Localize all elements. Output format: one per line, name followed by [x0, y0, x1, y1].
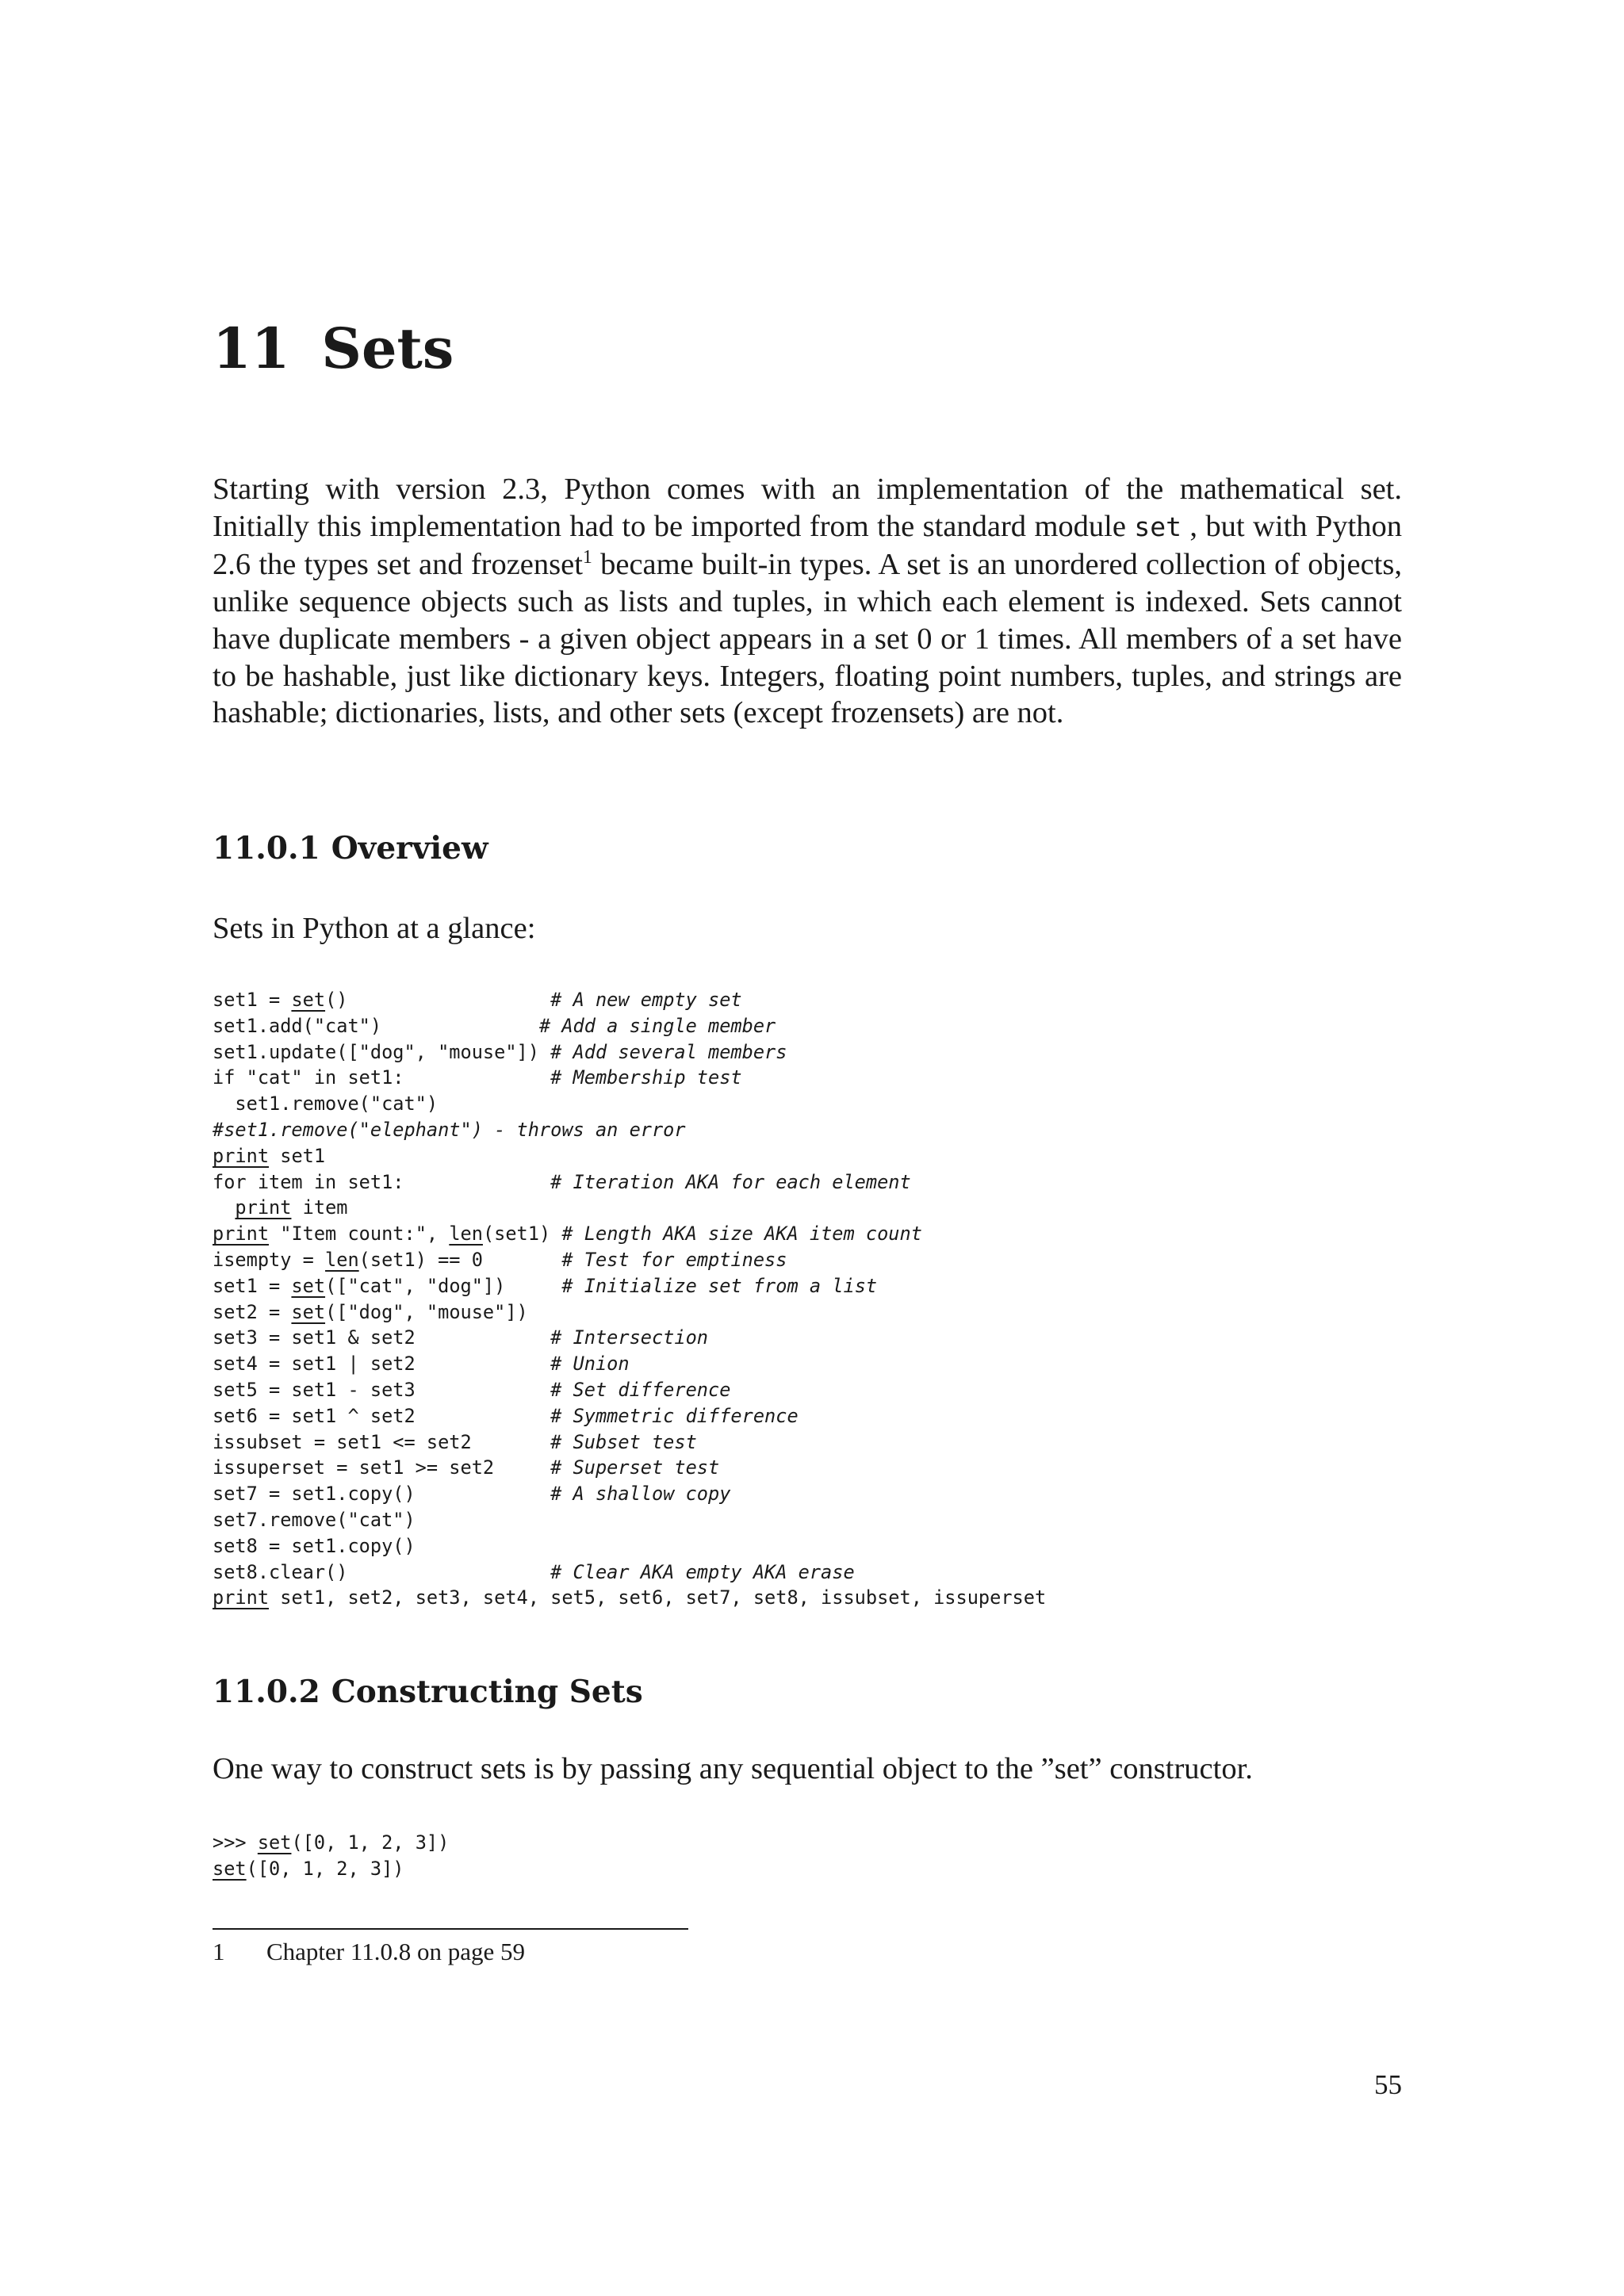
- code-text: set1, set2, set3, set4, set5, set6, set7, set8, issubset, issuperset: [269, 1586, 1047, 1609]
- code-text: set1.remove("cat"): [213, 1093, 439, 1115]
- code-comment: # Add a single member: [538, 1014, 776, 1037]
- code-text: set5 = set1 - set3: [213, 1378, 551, 1401]
- code-line: [213, 987, 1046, 1013]
- page-number: 55: [1374, 2069, 1402, 2100]
- code-text: >>>: [213, 1831, 258, 1854]
- code-text: (["cat", "dog"]): [325, 1274, 562, 1297]
- code-keyword: print: [213, 1223, 270, 1246]
- code-comment: # Union: [550, 1353, 630, 1376]
- code-text: set8 = set1.copy(): [213, 1534, 416, 1557]
- code-line: [213, 1856, 449, 1882]
- code-keyword: print: [213, 1586, 270, 1609]
- code-line: [213, 1559, 1046, 1586]
- code-line: [213, 1143, 1046, 1169]
- code-comment: # Membership test: [550, 1066, 742, 1089]
- code-text: set7.remove("cat"): [213, 1508, 416, 1531]
- intro-text-1: Starting with version 2.3, Python comes with an implementation of the mathematical set. Initially this implementation had to be imported from the standard module: [213, 473, 1402, 543]
- code-keyword: set: [291, 1300, 326, 1323]
- intro-paragraph: [213, 471, 1402, 732]
- code-text: set2 =: [213, 1300, 292, 1323]
- code-line: [213, 1039, 1046, 1066]
- code-line: [213, 1169, 1046, 1196]
- code-keyword: print: [235, 1196, 292, 1219]
- code-comment: # Intersection: [550, 1326, 709, 1349]
- code-comment: # Superset test: [550, 1456, 720, 1479]
- code-line: [213, 1351, 1046, 1377]
- code-text: if "cat" in set1:: [213, 1066, 551, 1089]
- code-line: [213, 1481, 1046, 1507]
- code-text: isempty =: [213, 1248, 326, 1271]
- code-comment: # Add several members: [550, 1040, 787, 1063]
- code-line: [213, 1195, 1046, 1221]
- code-comment: #set1.remove("elephant") - throws an error: [213, 1118, 686, 1141]
- code-text: (set1) == 0: [358, 1248, 562, 1271]
- intro-text-2: , but with Python 2.6 the types set and frozenset: [213, 509, 1402, 581]
- chapter-number: 11: [213, 316, 290, 381]
- code-keyword: len: [449, 1223, 483, 1246]
- code-line: [213, 1507, 1046, 1533]
- code-line: [213, 1117, 1046, 1143]
- code-text: set1: [269, 1144, 326, 1167]
- code-block-overview: [213, 987, 1046, 1611]
- code-text: [213, 1196, 235, 1219]
- code-line: [213, 1429, 1046, 1456]
- code-text: issubset = set1 <= set2: [213, 1430, 551, 1453]
- code-line: [213, 1403, 1046, 1429]
- code-line: [213, 1377, 1046, 1403]
- code-line: [213, 1013, 1046, 1039]
- code-text: set6 = set1 ^ set2: [213, 1404, 551, 1427]
- code-text: set8.clear(): [213, 1560, 551, 1583]
- code-text: issuperset = set1 >= set2: [213, 1456, 551, 1479]
- section-title: Overview: [331, 830, 488, 867]
- intro-text-3: became built-in types. A set is an unordered collection of objects, unlike sequence objects such as lists and tuples, in which each element is indexed. Sets cannot have duplicate members - a given object appears in a set 0 or 1 times. All members of a set have to be hashable, just like dictionary keys. Integers, floating point numbers, tuples, and strings are hashable; dictionaries, lists, and other sets (except frozensets) are not.: [213, 547, 1402, 730]
- code-text: (["dog", "mouse"]): [325, 1300, 528, 1323]
- footnote-text[interactable]: Chapter 11.0.8 on page 59: [266, 1938, 525, 1965]
- code-text: ([0, 1, 2, 3]): [291, 1831, 450, 1854]
- code-text: set3 = set1 & set2: [213, 1326, 551, 1349]
- footnote-reference[interactable]: 1: [582, 546, 592, 568]
- section-heading-overview: [213, 830, 488, 867]
- code-text: (): [325, 989, 551, 1011]
- code-text: "Item count:",: [269, 1223, 450, 1246]
- code-line: [213, 1247, 1046, 1273]
- code-comment: # Clear AKA empty AKA erase: [550, 1560, 855, 1583]
- constructing-lead: One way to construct sets is by passing any sequential object to the ”set” constructor.: [213, 1752, 1253, 1785]
- code-line: [213, 1830, 449, 1856]
- code-keyword: set: [291, 1274, 326, 1297]
- section-heading-constructing-sets: [213, 1674, 643, 1710]
- code-text: set7 = set1.copy(): [213, 1483, 551, 1506]
- code-comment: # Length AKA size AKA item count: [561, 1223, 922, 1246]
- code-text: ([0, 1, 2, 3]): [246, 1857, 404, 1880]
- code-text: set1 =: [213, 1274, 292, 1297]
- code-keyword: set: [213, 1857, 247, 1880]
- code-line: [213, 1455, 1046, 1481]
- overview-lead: Sets in Python at a glance:: [213, 912, 536, 945]
- section-number: 11.0.2: [213, 1674, 320, 1710]
- code-comment: # Symmetric difference: [550, 1404, 799, 1427]
- code-text: set4 = set1 | set2: [213, 1353, 551, 1376]
- code-line: [213, 1221, 1046, 1247]
- code-keyword: print: [213, 1144, 270, 1167]
- footnote: [213, 1939, 525, 1964]
- code-block-constructing: [213, 1830, 449, 1882]
- code-comment: # Test for emptiness: [561, 1248, 787, 1271]
- code-keyword: set: [257, 1831, 292, 1854]
- code-line: [213, 1533, 1046, 1559]
- code-text: set1.add("cat"): [213, 1014, 539, 1037]
- module-name: set: [1134, 511, 1182, 542]
- code-text: set1 =: [213, 989, 292, 1011]
- code-comment: # Iteration AKA for each element: [550, 1170, 911, 1193]
- code-text: (set1): [482, 1223, 562, 1246]
- code-comment: # Subset test: [550, 1430, 697, 1453]
- code-line: [213, 1065, 1046, 1091]
- chapter-title: [213, 316, 454, 381]
- section-number: 11.0.1: [213, 830, 320, 867]
- code-text: for item in set1:: [213, 1170, 551, 1193]
- code-comment: # A new empty set: [550, 989, 742, 1011]
- code-line: [213, 1273, 1046, 1299]
- code-line: [213, 1585, 1046, 1611]
- code-line: [213, 1091, 1046, 1117]
- footnote-divider: [213, 1928, 688, 1930]
- code-comment: # A shallow copy: [550, 1483, 731, 1506]
- code-keyword: len: [325, 1248, 359, 1271]
- footnote-mark: 1: [213, 1938, 225, 1965]
- code-line: [213, 1325, 1046, 1351]
- code-comment: # Initialize set from a list: [561, 1274, 878, 1297]
- section-title: Constructing Sets: [331, 1674, 643, 1710]
- code-keyword: set: [291, 989, 326, 1011]
- code-text: item: [291, 1196, 348, 1219]
- chapter-title-text: Sets: [321, 316, 454, 381]
- code-text: set1.update(["dog", "mouse"]): [213, 1040, 551, 1063]
- code-comment: # Set difference: [550, 1378, 731, 1401]
- code-line: [213, 1299, 1046, 1326]
